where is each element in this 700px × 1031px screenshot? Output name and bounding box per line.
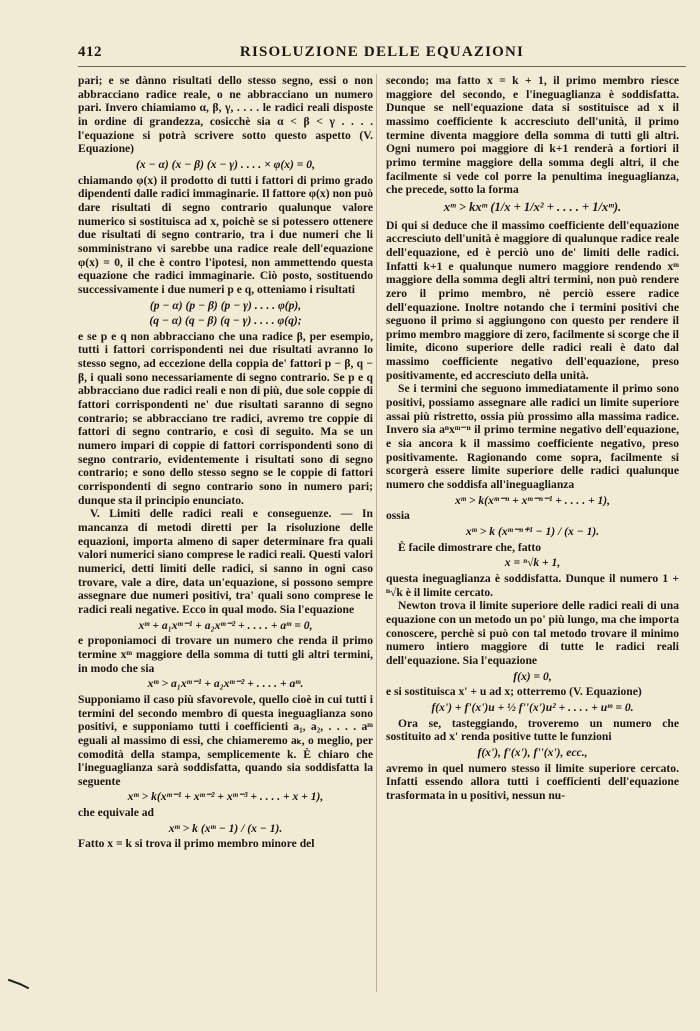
page-header	[78, 44, 686, 66]
margin-pen-mark	[8, 978, 30, 990]
equation: xᵐ > kxᵐ (1/x + 1/x² + . . . . + 1/xᵐ).	[443, 199, 622, 214]
paragraph: avremo in quel numero stesso il limite superiore cercato. Infatti essendo allora tutti i coefficienti dell'equazione trasformata in u positivi, nessun nu-	[386, 761, 679, 802]
paragraph: chiamando φ(x) il prodotto di tutti i fattori di primo grado dipendenti dalle radici immaginarie. Il fattore φ(x) non può dare risultati di segno contrario qualunque valore numerico si sostituisca ad x, poichè se si potessero ottenere due risultati di segno contrario, tra i due numeri che li somministrano vi sarebbe una radice reale dell'equazione φ(x) = 0, il che è contro l'ipotesi, non ammettendo questa equazione che radici immaginarie. Ciò posto, sostituendo successivamente i due numeri p e q, otteniamo i risultati	[78, 173, 373, 296]
equation: (x − α) (x − β) (x − γ) . . . . × φ(x) = 0,	[136, 157, 315, 171]
paragraph: È facile dimostrare che, fatto	[398, 540, 542, 554]
paragraph: questa ineguaglianza è soddisfatta. Dunque il numero 1 + ⁿ√k è il limite cercato.	[386, 571, 679, 599]
equation: xᵐ > k (xᵐ⁻ⁿ⁺¹ − 1) / (x − 1).	[465, 525, 600, 538]
paragraph: e proponiamoci di trovare un numero che renda il primo termine xᵐ maggiore della somma di tutti gli altri termini, in modo che sia	[78, 634, 373, 675]
section-paragraph: V. Limiti delle radici reali e conseguenze. — In mancanza di metodi diretti per la risoluzione delle equazioni, importa almeno di saper determinare fra quali valori numerici siano comprese le radici reali. Questi valori numerici, detti limiti delle radici, si sanno in ogni caso trovare, vale a dire, data un'equazione, si possono sempre assegnare due numeri positivi, tra' quali sono comprese le radici reali negative. Ecco in qual modo. Sia l'equazione	[78, 507, 373, 616]
paragraph: che equivale ad	[78, 806, 155, 820]
equation: xᵐ > k(xᵐ⁻ⁿ + xᵐ⁻ⁿ⁻¹ + . . . . + 1),	[454, 493, 611, 507]
paragraph: pari; e se dànno risultati dello stesso segno, essi o non abbracciano radice reale, o ne abbracciano un numero pari. Invero chiamiamo α, β, γ, . . . . le radici reali disposte in ordine di grandezza, cosicchè sia α < β < γ . . . . l'equazione si potrà scrivere sotto questo aspetto (V. Equazione)	[78, 74, 373, 156]
header-rule	[78, 66, 686, 67]
column-divider	[376, 74, 377, 992]
paragraph: Di qui si deduce che il massimo coefficiente dell'equazione accresciuto dell'unità è maggiore di qualunque radice reale dell'equazione, ed è perciò uno de' limiti delle radici. Infatti k+1 e qualunque numero maggiore rendendo xᵐ maggiore della somma degli altri termini, non può rendere zero il primo membro, nè perciò essere radice dell'equazione. Inoltre notando che i termini positivi che seguono il primo si aggiungono con questo per rendere il primo membro maggiore di zero, facilmente si scorge che il limite, dicono superiore delle radici reali è dato dal massimo coefficiente negativo dell'equazione, preso positivamente, ed accresciuto della unità.	[386, 218, 679, 382]
equation: xᵐ > a₁xᵐ⁻¹ + a₂xᵐ⁻² + . . . . + aᵐ.	[147, 677, 304, 691]
running-title: RISOLUZIONE DELLE EQUAZIONI	[239, 44, 525, 60]
equation: xᵐ + a₁xᵐ⁻¹ + a₂xᵐ⁻² + . . . . + aᵐ = 0,	[138, 618, 313, 632]
equation: xᵐ > k(xᵐ⁻¹ + xᵐ⁻² + xᵐ⁻³ + . . . . + x + 1),	[127, 790, 324, 804]
left-column	[78, 74, 373, 994]
right-column	[386, 74, 679, 994]
equation: f(x') + f'(x')u + ½ f''(x')u² + . . . . + uᵐ = 0.	[431, 700, 634, 714]
equation: f(x'), f'(x'), f''(x'), ecc.,	[477, 745, 588, 759]
paragraph: e se p e q non abbracciano che una radice β, per esempio, tutti i fattori corrispondenti nei due risultati avranno lo stesso segno, ad eccezione della coppia de' fattori p − β, q − β, i quali sono necessariamente di segno contrario. Se p e q abbracciano due radici reali e non di più, due sole coppie di fattori corrispondenti ne' due risultati saranno di segno contrario; se abbracciano tre radici, avremo tre coppie di fattori di segno contrario, e così di seguito. Ma se un numero impari di coppie di fattori corrispondenti sono di segno contrario, evidentemente i risultati sono di segno contrario; e sono dello stesso segno se le coppie di fattori corrispondenti di segno contrario sono in numero pari; dunque sta il principio enunciato.	[78, 329, 373, 507]
equation: xᵐ > k (xᵐ − 1) / (x − 1).	[168, 821, 283, 835]
paragraph: Ora se, tasteggiando, troveremo un numero che sostituito ad x' renda positive tutte le funzioni	[386, 716, 679, 744]
page-number: 412	[78, 44, 102, 60]
equation: f(x) = 0,	[513, 669, 552, 683]
paragraph: Fatto x = k si trova il primo membro minore del	[78, 837, 315, 851]
paragraph: e si sostituisca x' + u ad x; otterremo (V. Equazione)	[386, 685, 642, 699]
paragraph: Newton trova il limite superiore delle radici reali di una equazione con un metodo un po' più lungo, ma che importa conoscere, perchè si può con tal metodo trovare il minimo numero intiero maggiore di tutte le radici reali dell'equazione. Sia l'equazione	[386, 599, 679, 667]
equation: (q − α) (q − β) (q − γ) . . . . φ(q);	[149, 314, 302, 328]
paragraph: secondo; ma fatto x = k + 1, il primo membro riesce maggiore del secondo, e l'ineguaglianza è soddisfatta. Dunque se nell'equazione data si sostituisce ad x il massimo coefficiente k accresciuto dell'unità, il primo termine diventa maggiore della somma di tutti gli altri. Ogni numero poi maggiore di k+1 renderà a fortiori il primo termine maggiore della somma degli altri, il che facilmente si vede col porre la penultima ineguaglianza, che precede, sotto la forma	[386, 74, 679, 197]
equation: (p − α) (p − β) (p − γ) . . . . φ(p),	[149, 298, 302, 312]
paragraph: ossia	[386, 509, 410, 523]
equation: x = ⁿ√k + 1,	[504, 556, 561, 570]
paragraph: Supponiamo il caso più sfavorevole, quello cioè in cui tutti i termini del secondo membro di questa ineguaglianza sono positivi, e supponiamo tutti i coefficienti a₁, a₂, . . . . aᵐ eguali al massimo di essi, che chiameremo aₖ, o meglio, per comodità della stampa, semplicemente k. È chiaro che l'ineguaglianza sarà soddisfatta, quando sia soddisfatta la seguente	[78, 692, 373, 788]
paragraph: Se i termini che seguono immediatamente il primo sono positivi, possiamo assegnare alle radici un limite superiore assai più ristretto, ossia più prossimo alla massima radice. Invero sia aⁿxᵐ⁻ⁿ il primo termine negativo dell'equazione, e sia ancora k il massimo coefficiente negativo, preso positivamente. Ragionando come sopra, facilmente si scorgerà essere limite superiore delle radici qualunque numero che soddisfa all'ineguaglianza	[386, 382, 679, 492]
